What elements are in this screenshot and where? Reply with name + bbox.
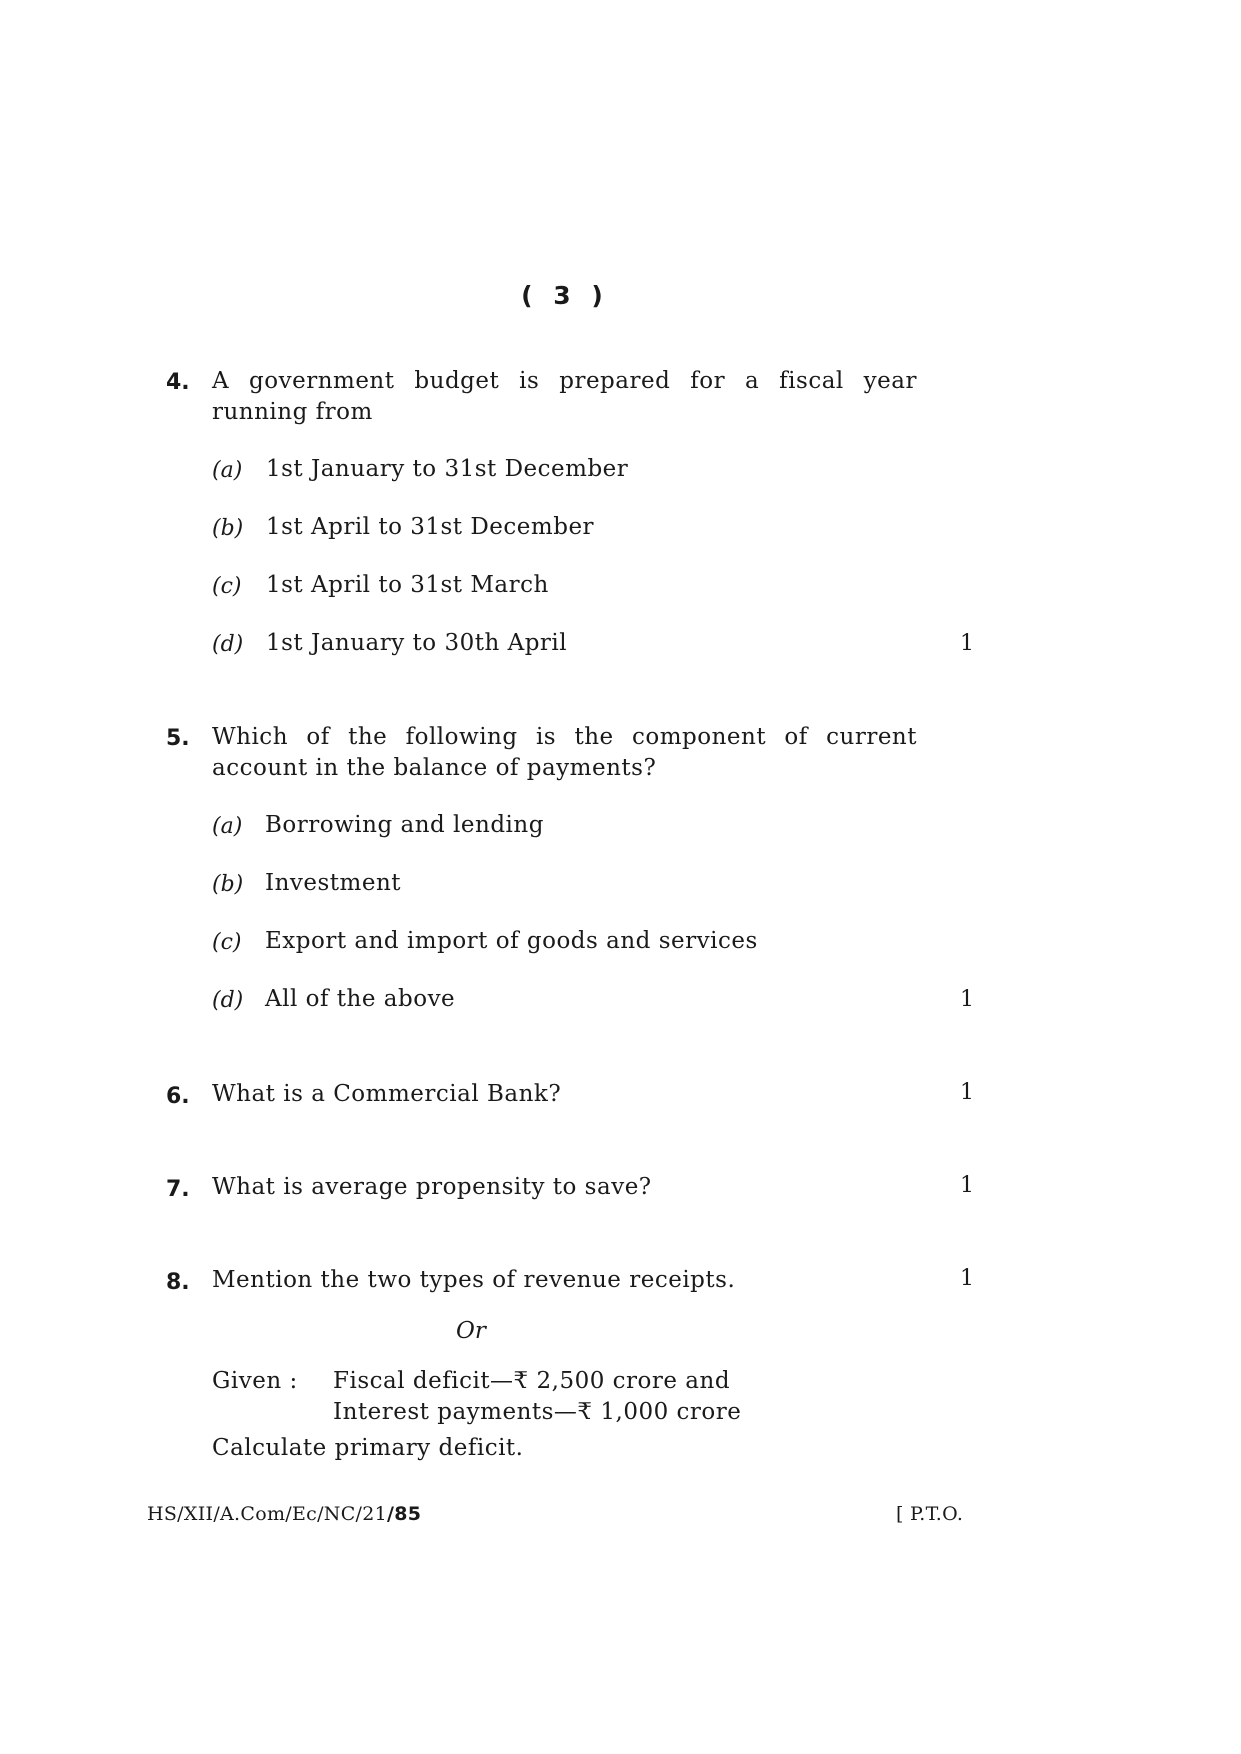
question-4-marks: 1 [960,631,974,656]
question-4-option-a-text: 1st January to 31st December [266,456,629,482]
question-5-option-a-text: Borrowing and lending [265,812,544,838]
question-6-text: What is a Commercial Bank? [212,1081,562,1107]
footer-pto: [ P.T.O. [896,1503,964,1525]
question-8-number: 8. [166,1270,190,1295]
question-4-text-line2: running from [212,399,373,425]
question-7-marks: 1 [960,1173,974,1198]
page-number: ( 3 ) [521,281,609,310]
question-4-number: 4. [166,370,190,395]
question-5-number: 5. [166,726,190,751]
question-4-text-line1: A government budget is prepared for a fiscal year [212,368,917,394]
question-5-option-a-letter: (a) [212,814,243,839]
question-5-text-line1: Which of the following is the component of current [212,724,917,750]
question-8-text: Mention the two types of revenue receipts. [212,1267,736,1293]
question-4-option-c-letter: (c) [212,574,242,599]
question-4-option-b-letter: (b) [212,516,244,541]
question-7-text: What is average propensity to save? [212,1174,652,1200]
question-4-option-d-text: 1st January to 30th April [266,630,568,656]
footer-paper-code [147,1503,421,1525]
question-5-option-b-letter: (b) [212,872,244,897]
question-5-text-line2: account in the balance of payments? [212,755,657,781]
question-4-option-b-text: 1st April to 31st December [266,514,595,540]
footer-paper-code-prefix: HS/XII/A.Com/Ec/NC/21 [147,1503,388,1525]
question-5-option-c-letter: (c) [212,930,242,955]
footer-paper-code-suffix: /85 [387,1503,422,1525]
question-8-or-label: Or [456,1318,486,1344]
question-5-marks: 1 [960,987,974,1012]
question-5-option-d-text: All of the above [265,986,456,1012]
question-8-marks: 1 [960,1266,974,1291]
question-5-option-b-text: Investment [265,870,402,896]
question-8-calculate-text: Calculate primary deficit. [212,1435,524,1461]
question-8-given-line2: Interest payments—₹ 1,000 crore [333,1399,742,1425]
question-4-option-a-letter: (a) [212,458,243,483]
question-6-number: 6. [166,1084,190,1109]
question-5-option-c-text: Export and import of goods and services [265,928,758,954]
question-8-given-label: Given : [212,1368,298,1394]
question-7-number: 7. [166,1177,190,1202]
question-5-option-d-letter: (d) [212,988,244,1013]
question-4-option-d-letter: (d) [212,632,244,657]
question-4-option-c-text: 1st April to 31st March [266,572,549,598]
question-8-given-line1: Fiscal deficit—₹ 2,500 crore and [333,1368,731,1394]
question-6-marks: 1 [960,1080,974,1105]
